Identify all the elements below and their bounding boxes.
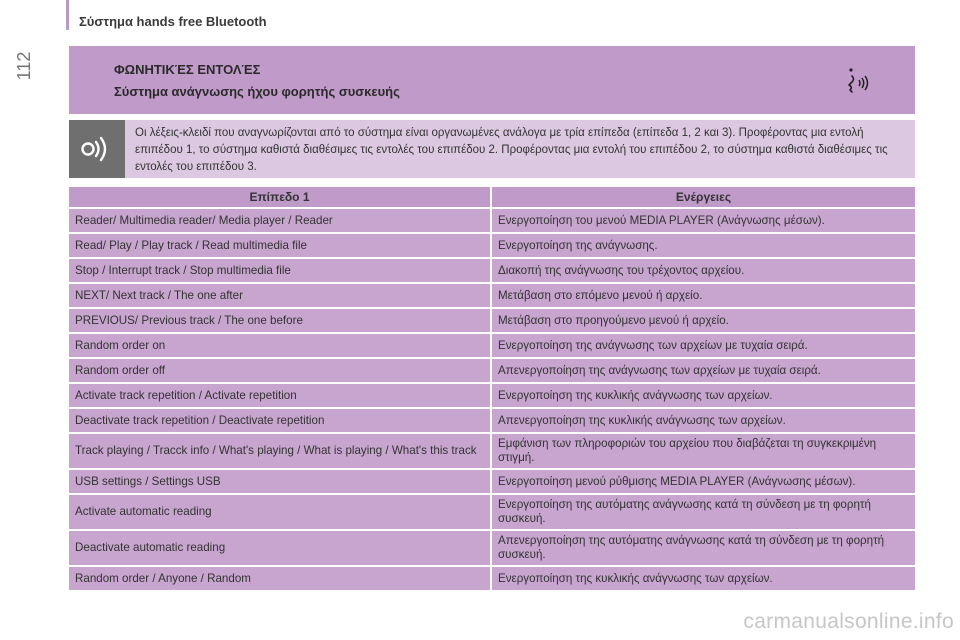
intro-text: Οι λέξεις-κλειδί που αναγνωρίζονται από το σύστημα είναι οργανωμένες ανάλογα με τρία επίπεδα (επίπεδα 1, 2 και 3). Προφέροντας μια εντολή επιπέδου 1, το σύστημα καθιστά διαθέσιμες τις εντολές του επιπέδου 2. Προφέροντας μια εντολή του επιπέδου 2, το σύστημα καθιστά διαθέσιμες τις εντολές του επιπέδου 3. — [125, 120, 915, 178]
table-row — [69, 284, 915, 307]
table-row — [69, 434, 915, 468]
table-row — [69, 334, 915, 357]
table-row — [69, 259, 915, 282]
action-cell: Ενεργοποίηση μενού ρύθμισης MEDIA PLAYER (Ανάγνωσης μέσων). — [492, 470, 915, 493]
command-cell: Deactivate track repetition / Deactivate repetition — [69, 409, 492, 432]
action-cell: Ενεργοποίηση της αυτόματης ανάγνωσης κατά τη σύνδεση με τη φορητή συσκευή. — [492, 495, 915, 529]
command-cell: NEXT/ Next track / The one after — [69, 284, 492, 307]
header-title: ΦΩΝΗΤΙΚΈΣ ΕΝΤΟΛΈΣ — [114, 62, 261, 77]
action-cell: Ενεργοποίηση της ανάγνωσης των αρχείων με τυχαία σειρά. — [492, 334, 915, 357]
side-accent-bar — [66, 0, 69, 30]
column-header-level: Επίπεδο 1 — [69, 187, 492, 207]
command-cell: Read/ Play / Play track / Read multimedia file — [69, 234, 492, 257]
command-cell: Random order on — [69, 334, 492, 357]
action-cell: Απενεργοποίηση της αυτόματης ανάγνωσης κατά τη σύνδεση με τη φορητή συσκευή. — [492, 531, 915, 565]
voice-command-icon — [843, 64, 873, 98]
page-number: 112 — [14, 51, 34, 81]
table-row — [69, 531, 915, 565]
table-row — [69, 209, 915, 232]
table-row — [69, 495, 915, 529]
section-title: Σύστημα hands free Bluetooth — [79, 14, 267, 29]
table-row — [69, 309, 915, 332]
table-row — [69, 567, 915, 590]
command-cell: PREVIOUS/ Previous track / The one before — [69, 309, 492, 332]
command-cell: Activate track repetition / Activate repetition — [69, 384, 492, 407]
command-cell: Deactivate automatic reading — [69, 531, 492, 565]
table-row — [69, 359, 915, 382]
command-cell: Random order off — [69, 359, 492, 382]
watermark: carmanualsonline.info — [743, 610, 954, 633]
command-cell: Stop / Interrupt track / Stop multimedia file — [69, 259, 492, 282]
action-cell: Απενεργοποίηση της ανάγνωσης των αρχείων με τυχαία σειρά. — [492, 359, 915, 382]
command-cell: Track playing / Tracck info / What's playing / What is playing / What's this track — [69, 434, 492, 468]
action-cell: Απενεργοποίηση της κυκλικής ανάγνωσης των αρχείων. — [492, 409, 915, 432]
action-cell: Μετάβαση στο επόμενο μενού ή αρχείο. — [492, 284, 915, 307]
action-cell: Μετάβαση στο προηγούμενο μενού ή αρχείο. — [492, 309, 915, 332]
header-subtitle: Σύστημα ανάγνωσης ήχου φορητής συσκευής — [114, 84, 400, 99]
command-cell: Reader/ Multimedia reader/ Media player / Reader — [69, 209, 492, 232]
intro-icon-box — [69, 120, 125, 178]
action-cell: Ενεργοποίηση του μενού MEDIA PLAYER (Ανάγνωσης μέσων). — [492, 209, 915, 232]
table-row — [69, 384, 915, 407]
command-cell: Activate automatic reading — [69, 495, 492, 529]
header-box — [69, 46, 915, 114]
action-cell: Εμφάνιση των πληροφοριών του αρχείου που διαβάζεται τη συγκεκριμένη στιγμή. — [492, 434, 915, 468]
command-cell: USB settings / Settings USB — [69, 470, 492, 493]
table-row — [69, 409, 915, 432]
voice-commands-table — [69, 185, 915, 592]
action-cell: Ενεργοποίηση της κυκλικής ανάγνωσης των αρχείων. — [492, 567, 915, 590]
column-header-actions: Ενέργειες — [492, 187, 915, 207]
command-cell: Random order / Anyone / Random — [69, 567, 492, 590]
table-row — [69, 234, 915, 257]
table-row — [69, 470, 915, 493]
action-cell: Διακοπή της ανάγνωσης του τρέχοντος αρχείου. — [492, 259, 915, 282]
intro-panel — [69, 120, 915, 178]
action-cell: Ενεργοποίηση της κυκλικής ανάγνωσης των αρχείων. — [492, 384, 915, 407]
action-cell: Ενεργοποίηση της ανάγνωσης. — [492, 234, 915, 257]
table-header-row — [69, 187, 915, 207]
